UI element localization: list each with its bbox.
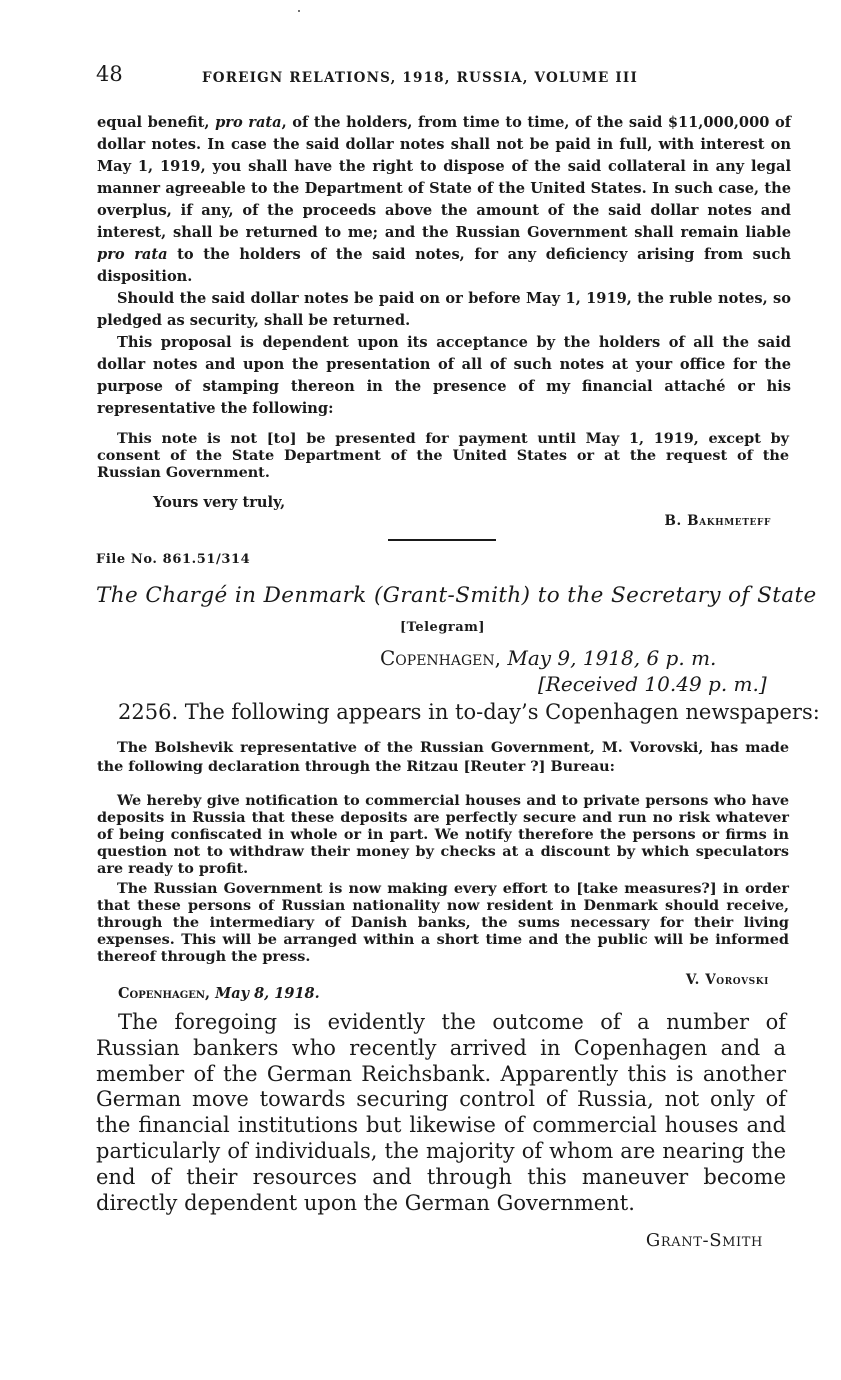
letter-closing: Yours very truly, — [153, 494, 286, 511]
title-part: ) to the Secretary of State — [521, 583, 817, 608]
letter-paragraph-2: Should the said dollar notes be paid on or before May 1, 1919, the ruble notes, so pledged as security, shall be returned. — [97, 290, 791, 329]
document-title — [96, 583, 817, 608]
letter-paragraph-3: This proposal is dependent upon its acceptance by the holders of all the said dollar notes and upon the presentation of all of such notes at your office for the purpose of stamping thereon in the presence of my financial attaché or his representative the following: — [97, 334, 791, 417]
running-head: FOREIGN RELATIONS, 1918, RUSSIA, VOLUME III — [202, 70, 638, 86]
dateline-place: Copenhagen, — [380, 646, 501, 670]
text-run: to the holders of the said notes, for any deficiency arising from such disposition. — [97, 246, 791, 285]
declaration-date-value: May 8, 1918. — [215, 985, 320, 1002]
text-run: equal benefit, — [97, 114, 216, 131]
quoted-note: This note is not [to] be presented for payment until May 1, 1919, except by consent of the State Department of the United States or at the request of the Russian Government. — [97, 430, 789, 481]
dateline-date: May 9, 1918, 6 p. m. — [507, 646, 717, 670]
declaration-paragraph-1: We hereby give notification to commercial houses and to private persons who have deposits in Russia that these deposits are perfectly secure and run no risk whatever of being confiscated in whole or in part. We notify therefore the persons or firms in question not to withdraw their money by checks at a discount by which speculators are ready to profit. — [97, 792, 789, 877]
received-time: [Received 10.49 p. m.] — [538, 672, 767, 696]
telegram-lead: 2256. The following appears in to-day’s Copenhagen newspapers: — [118, 700, 820, 724]
declaration-date — [118, 985, 320, 1002]
dateline — [380, 646, 716, 670]
italic-run: pro rata — [215, 114, 282, 131]
letter-paragraph-1 — [97, 112, 791, 288]
italic-run: pro rata — [97, 246, 168, 263]
declaration-paragraph-2: The Russian Government is now making every effort to [take measures?] in order that these persons of Russian nationality now resident in Denmark should receive, through the intermediary of Danish banks, the sums necessary for their living expenses. This will be arranged within a short time and the public will be informed thereof through the press. — [97, 880, 789, 965]
title-part: The Chargé in Denmark ( — [96, 583, 383, 608]
text-run: , of the holders, from time to time, of the said $11,000,000 of dollar notes. In case the said dollar notes shall not be paid in full, with interest on May 1, 1919, you shall have the right to dispose of the said collateral in any legal manner agreeable to the Department of State of the United States. In such case, the overplus, if any, of the proceeds above the amount of the said dollar notes and interest, shall be returned to me; and the Russian Government shall remain liable — [97, 114, 791, 241]
section-divider — [388, 539, 496, 541]
title-part: Grant-Smith — [382, 583, 522, 608]
telegram-signature: Grant-Smith — [645, 1230, 763, 1251]
letter-signature: B. Bakhmeteff — [664, 513, 771, 529]
scan-speck — [298, 10, 300, 12]
commentary-paragraph: The foregoing is evidently the outcome of a number of Russian bankers who recently arrived in Copenhagen and a member of the German Reichsbank. Apparently this is another German move towards securing control of Russia, not only of the financial institutions but likewise of commercial houses and particularly of individuals, the majority of whom are nearing the end of their resources and through this maneuver become directly dependent upon the German Government. — [96, 1010, 786, 1215]
declaration-date-place: Copenhagen, — [118, 985, 211, 1002]
page-header — [96, 62, 786, 92]
page-number: 48 — [96, 62, 123, 86]
declaration-signature: V. Vorovski — [685, 972, 769, 988]
declaration-intro: The Bolshevik representative of the Russian Government, M. Vorovski, has made the following declaration through the Ritzau [Reuter ?] Bureau: — [97, 739, 789, 775]
document-type: [Telegram] — [400, 620, 486, 635]
file-number: File No. 861.51/314 — [96, 552, 251, 567]
